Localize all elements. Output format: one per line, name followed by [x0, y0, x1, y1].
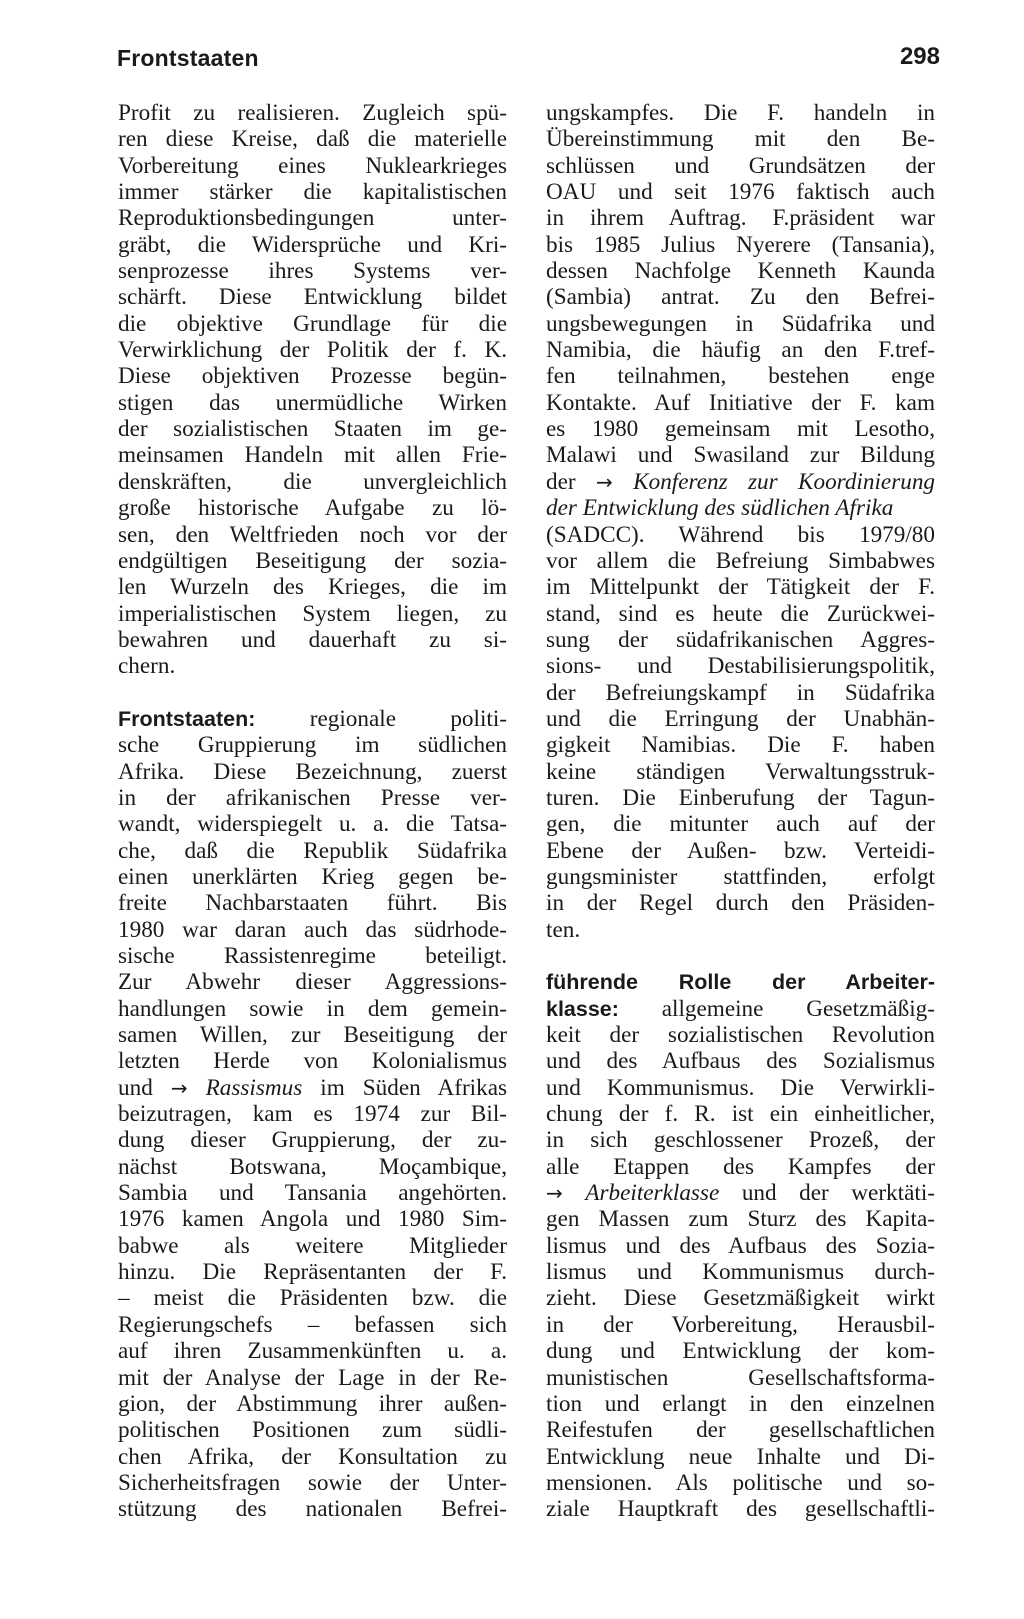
text-line: Ebene der Außen- bzw. Verteidi-	[546, 837, 935, 864]
text-line: Vorbereitung eines Nuklearkrieges	[118, 152, 507, 179]
entry-headword-line	[546, 969, 935, 995]
text-line: in der afrikanischen Presse ver-	[118, 784, 507, 811]
text-line: sche Gruppierung im südlichen	[118, 732, 507, 759]
text-line: babwe als weitere Mitglieder	[118, 1232, 507, 1259]
text-line: einen unerklärten Krieg gegen be-	[118, 863, 507, 890]
arrow-right-icon: →	[596, 469, 613, 494]
cross-reference-link[interactable]: Konferenz zur Koordinierung	[633, 468, 935, 495]
text-line: stützung des nationalen Befrei-	[118, 1496, 507, 1523]
text-line: 1980 war daran auch das südrhode-	[118, 916, 507, 943]
text-line: wandt, widerspiegelt u. a. die Tatsa-	[118, 811, 507, 838]
text-line: ungskampfes. Die F. handeln in	[546, 100, 935, 126]
text-line: ungsbewegungen in Südafrika und	[546, 310, 935, 337]
cross-reference-line	[546, 469, 935, 495]
text-line: keit der sozialistischen Revolution	[546, 1022, 935, 1049]
text-line: imperialistischen System liegen, zu	[118, 600, 507, 627]
text-line: sen, den Weltfrieden noch vor der	[118, 521, 507, 548]
text-line: stigen das unermüdliche Wirken	[118, 389, 507, 416]
arrow-right-icon: →	[546, 1181, 563, 1206]
text-line: in sich geschlossener Prozeß, der	[546, 1127, 935, 1154]
text-line: in der Regel durch den Präsiden-	[546, 890, 935, 917]
text-line: ten.	[546, 916, 581, 943]
text-line: hinzu. Die Repräsentanten der F.	[118, 1259, 507, 1286]
text-line: sung der südafrikanischen Aggres-	[546, 626, 935, 653]
arrow-right-icon: →	[170, 1075, 188, 1100]
text-line: gungsminister stattfinden, erfolgt	[546, 863, 935, 890]
paragraph-gap	[118, 680, 507, 706]
text-line: vor allem die Befreiung Simbabwes	[546, 547, 935, 574]
cross-reference-line	[118, 1075, 507, 1101]
text-line: dung und Entwicklung der kom-	[546, 1338, 935, 1365]
text-line: fen teilnahmen, bestehen enge	[546, 363, 935, 390]
text-line: Verwirklichung der Politik der f. K.	[118, 337, 507, 364]
text-line: len Wurzeln des Krieges, die im	[118, 574, 507, 601]
text-line: freite Nachbarstaaten führt. Bis	[118, 890, 507, 917]
left-column	[118, 100, 507, 1523]
entry-first-line	[118, 706, 507, 732]
text-line: bis 1985 Julius Nyerere (Tansania),	[546, 231, 935, 258]
text-line: handlungen sowie in dem gemein-	[118, 995, 507, 1022]
text-line: ziale Hauptkraft des gesellschaftli-	[546, 1496, 935, 1523]
text-line: Namibia, die häufig an den F.tref-	[546, 337, 935, 364]
text-fragment: regionale politi-	[309, 705, 507, 732]
text-line: bewahren und dauerhaft zu si-	[118, 626, 507, 653]
cross-reference-link[interactable]: Arbeiterklasse	[585, 1180, 720, 1207]
entry-first-line	[546, 996, 935, 1022]
text-line: stand, sind es heute die Zurückwei-	[546, 600, 935, 627]
text-line: turen. Die Einberufung der Tagun-	[546, 784, 935, 811]
text-line: denskräften, die unvergleichlich	[118, 468, 507, 495]
text-line: gion, der Abstimmung ihrer außen-	[118, 1390, 507, 1417]
text-line: – meist die Präsidenten bzw. die	[118, 1285, 507, 1312]
entry-frontstaaten-continued	[546, 100, 935, 943]
text-line: Sambia und Tansania angehörten.	[118, 1180, 507, 1207]
text-line: der Befreiungskampf in Südafrika	[546, 679, 935, 706]
text-line: mensionen. Als politische und so-	[546, 1469, 935, 1496]
text-line: schlüssen und Grundsätzen der	[546, 152, 935, 179]
entry-headword: klasse:	[546, 996, 619, 1021]
text-line: nächst Botswana, Moçambique,	[118, 1153, 507, 1180]
text-line: und die Erringung der Unabhän-	[546, 705, 935, 732]
text-line: Sicherheitsfragen sowie der Unter-	[118, 1469, 507, 1496]
text-line: samen Willen, zur Beseitigung der	[118, 1022, 507, 1049]
text-line: Reproduktionsbedingungen unter-	[118, 205, 507, 232]
text-fragment: und der werktäti-	[741, 1180, 935, 1207]
text-line: beizutragen, kam es 1974 zur Bil-	[118, 1101, 507, 1128]
text-line: Diese objektiven Prozesse begün-	[118, 363, 507, 390]
text-line: OAU und seit 1976 faktisch auch	[546, 179, 935, 206]
text-line: die objektive Grundlage für die	[118, 310, 507, 337]
text-line: lismus und Kommunismus durch-	[546, 1259, 935, 1286]
text-line: in ihrem Auftrag. F.präsident war	[546, 205, 935, 232]
page-number: 298	[899, 43, 940, 70]
text-line: che, daß die Republik Südafrika	[118, 837, 507, 864]
text-fragment: der	[546, 468, 576, 495]
text-line: alle Etappen des Kampfes der	[546, 1153, 935, 1180]
text-fragment: allgemeine Gesetzmäßig-	[661, 995, 935, 1022]
text-line: immer stärker die kapitalistischen	[118, 179, 507, 206]
text-line: senprozesse ihres Systems ver-	[118, 258, 507, 285]
paragraph-gap	[546, 943, 935, 969]
text-line: Reifestufen der gesellschaftlichen	[546, 1417, 935, 1444]
text-line: (Sambia) antrat. Zu den Befrei-	[546, 284, 935, 311]
text-fragment: und	[118, 1074, 153, 1101]
text-line: tion und erlangt in den einzelnen	[546, 1390, 935, 1417]
continuation-text	[118, 100, 507, 680]
cross-reference-link[interactable]: Rassismus	[205, 1074, 303, 1101]
text-line: in der Vorbereitung, Herausbil-	[546, 1311, 935, 1338]
text-line: 1976 kamen Angola und 1980 Sim-	[118, 1206, 507, 1233]
entry-frontstaaten	[118, 706, 507, 1523]
text-line: im Mittelpunkt der Tätigkeit der F.	[546, 574, 935, 601]
text-line: sions- und Destabilisierungspolitik,	[546, 653, 935, 680]
text-line: schärft. Diese Entwicklung bildet	[118, 284, 507, 311]
cross-reference-line	[546, 1180, 935, 1206]
text-line: politischen Positionen zum südli-	[118, 1417, 507, 1444]
text-line: Regierungschefs – befassen sich	[118, 1311, 507, 1338]
text-line: mit der Analyse der Lage in der Re-	[118, 1364, 507, 1391]
text-line: chen Afrika, der Konsultation zu	[118, 1443, 507, 1470]
text-line: endgültigen Beseitigung der sozia-	[118, 547, 507, 574]
text-line: Profit zu realisieren. Zugleich spü-	[118, 100, 507, 126]
text-line: Afrika. Diese Bezeichnung, zuerst	[118, 758, 507, 785]
text-line: meinsamen Handeln mit allen Frie-	[118, 442, 507, 469]
text-line: keine ständigen Verwaltungsstruk-	[546, 758, 935, 785]
text-line: gräbt, die Widersprüche und Kri-	[118, 231, 507, 258]
text-line: dessen Nachfolge Kenneth Kaunda	[546, 258, 935, 285]
text-line: gen, die mitunter auch auf der	[546, 811, 935, 838]
cross-reference-link[interactable]: der Entwicklung des südlichen Afrika	[546, 495, 894, 522]
text-line: der sozialistischen Staaten im ge-	[118, 416, 507, 443]
text-line: Malawi und Swasiland zur Bildung	[546, 442, 935, 469]
text-line: Zur Abwehr dieser Aggressions-	[118, 969, 507, 996]
running-head: Frontstaaten	[117, 45, 259, 71]
text-line: chern.	[118, 653, 176, 680]
text-line: ren diese Kreise, daß die materielle	[118, 126, 507, 153]
text-line: sische Rassistenregime beteiligt.	[118, 943, 507, 969]
text-line: es 1980 gemeinsam mit Lesotho,	[546, 416, 935, 443]
entry-headword: Frontstaaten:	[118, 706, 256, 731]
entry-fuehrende-rolle	[546, 969, 935, 1522]
text-line: gen Massen zum Sturz des Kapita-	[546, 1206, 935, 1233]
text-line: zieht. Diese Gesetzmäßigkeit wirkt	[546, 1285, 935, 1312]
text-line: (SADCC). Während bis 1979/80	[546, 521, 935, 548]
text-line: gigkeit Namibias. Die F. haben	[546, 732, 935, 759]
text-line: Übereinstimmung mit den Be-	[546, 126, 935, 153]
text-fragment: im Süden Afrikas	[320, 1074, 507, 1101]
text-line: und Kommunismus. Die Verwirkli-	[546, 1074, 935, 1101]
text-line: und des Aufbaus des Sozialismus	[546, 1048, 935, 1075]
text-line: große historische Aufgabe zu lö-	[118, 495, 507, 522]
text-line: Entwicklung neue Inhalte und Di-	[546, 1443, 935, 1470]
entry-headword: führende Rolle der Arbeiter-	[546, 970, 935, 995]
text-line: auf ihren Zusammenkünften u. a.	[118, 1338, 507, 1365]
text-line: dung dieser Gruppierung, der zu-	[118, 1127, 507, 1154]
text-line: lismus und des Aufbaus des Sozia-	[546, 1232, 935, 1259]
text-line: chung der f. R. ist ein einheitlicher,	[546, 1101, 935, 1128]
text-line: munistischen Gesellschaftsforma-	[546, 1364, 935, 1391]
text-line: letzten Herde von Kolonialismus	[118, 1048, 507, 1075]
right-column	[546, 100, 935, 1523]
text-line: Kontakte. Auf Initiative der F. kam	[546, 389, 935, 416]
